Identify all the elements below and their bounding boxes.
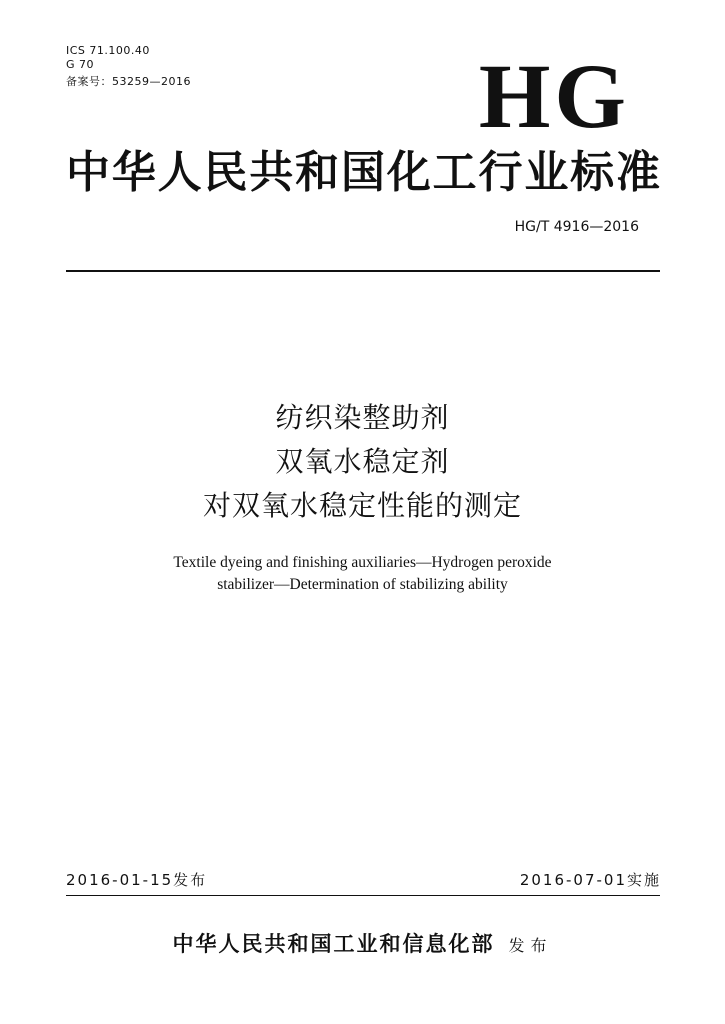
english-title-line-2: stabilizer—Determination of stabilizing ability (217, 576, 508, 593)
bottom-divider (66, 895, 660, 896)
issuer-name: 中华人民共和国工业和信息化部 (172, 932, 495, 956)
ics-code: ICS 71.100.40 (66, 44, 150, 57)
chinese-title-line-1: 纺织染整助剂 (275, 401, 450, 434)
hg-logo: HG (478, 45, 630, 147)
standard-category: 中华人民共和国化工行业标准 (66, 147, 660, 198)
chinese-title-line-2: 双氧水稳定剂 (275, 445, 450, 478)
chinese-title-line-3: 对双氧水稳定性能的测定 (202, 489, 522, 522)
standard-code: HG/T 4916—2016 (514, 219, 639, 235)
issuer-block (0, 930, 725, 960)
english-title-line-1: Textile dyeing and finishing auxiliaries—Hydrogen peroxide (173, 554, 552, 571)
record-number: 备案号：53259—2016 (66, 75, 191, 88)
top-divider (66, 270, 660, 272)
issuer-action: 发布 (508, 936, 553, 955)
implementation-date: 2016-07-01实施 (519, 871, 661, 889)
classification-code: G 70 (66, 58, 95, 71)
issue-date: 2016-01-15发布 (66, 871, 208, 889)
